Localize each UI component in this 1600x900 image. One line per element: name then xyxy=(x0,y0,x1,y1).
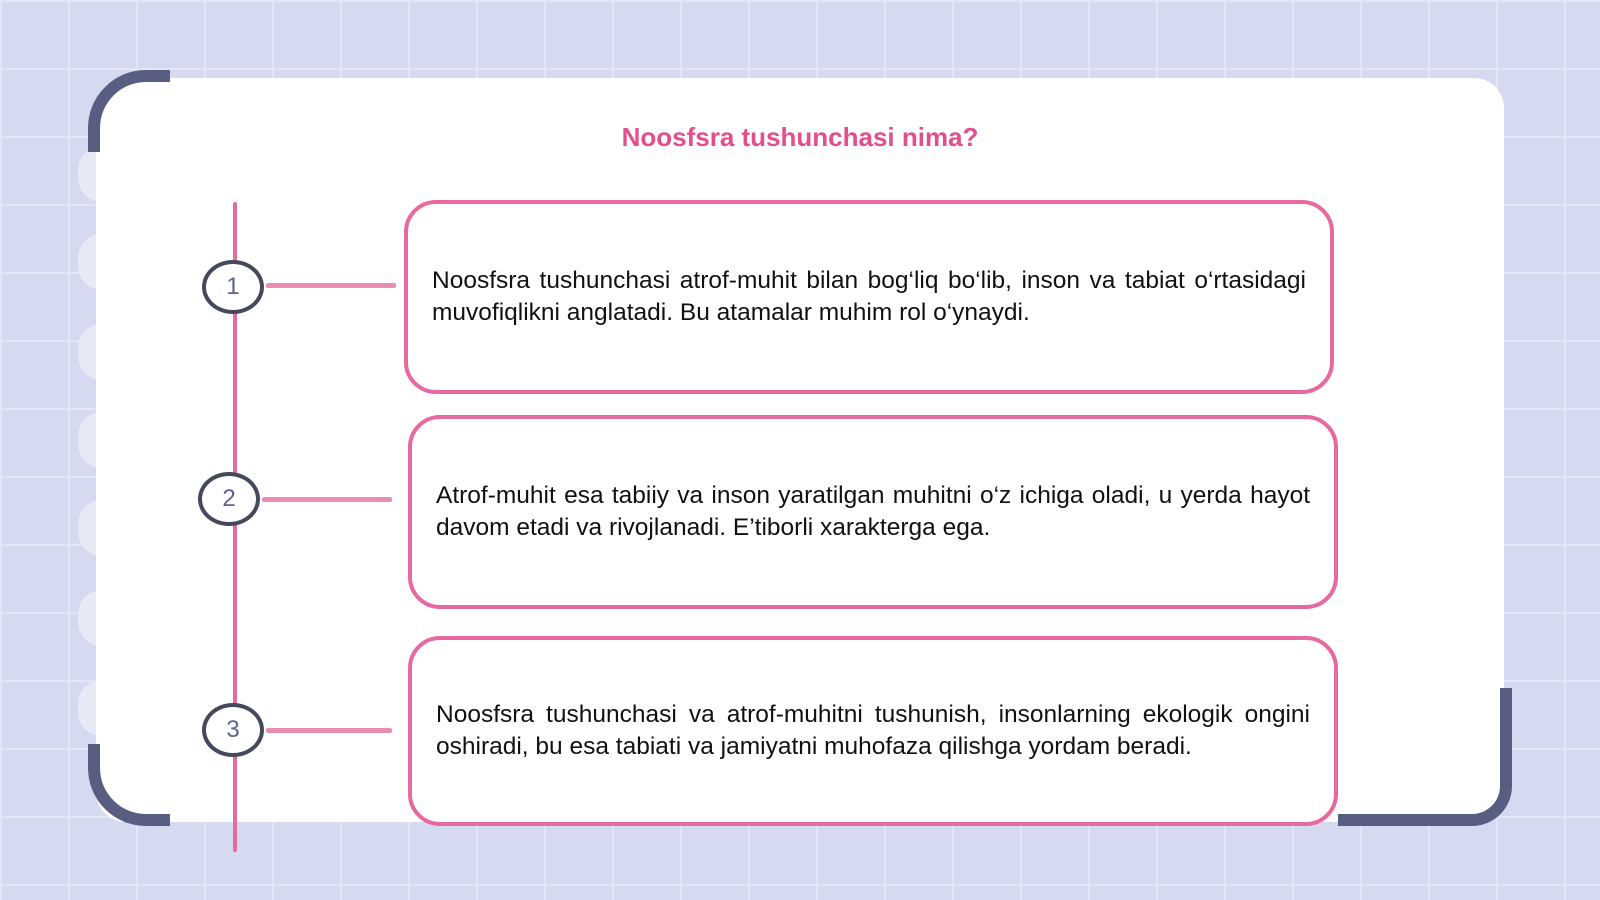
step-1-number-circle xyxy=(202,260,264,314)
step-1-connector xyxy=(266,283,396,288)
step-3-box xyxy=(408,636,1338,826)
step-2-connector xyxy=(262,497,392,502)
frame-corner-bottom-left xyxy=(88,744,170,826)
step-1-text: Noosfsra tushunchasi atrof-muhit bilan bog‘liq bo‘lib, inson va tabiat o‘rtasidagi muvofiqlikni anglatadi. Bu atamalar muhim rol o‘ynaydi. xyxy=(432,267,1306,326)
step-1-number: 1 xyxy=(226,273,240,300)
step-2-box xyxy=(408,415,1338,609)
step-3-number: 3 xyxy=(226,716,240,743)
step-2-number-circle xyxy=(198,472,260,526)
step-2-number: 2 xyxy=(222,485,236,512)
frame-corner-top-left xyxy=(88,70,170,152)
step-3-connector xyxy=(266,728,392,733)
step-2-text: Atrof-muhit esa tabiiy va inson yaratilgan muhitni o‘z ichiga oladi, u yerda hayot davom etadi va rivojlanadi. E’tiborli xarakterga ega. xyxy=(436,482,1310,541)
slide-title: Noosfsra tushunchasi nima? xyxy=(621,122,979,152)
step-3-text: Noosfsra tushunchasi va atrof-muhitni tushunish, insonlarning ekologik ongini oshiradi, bu esa tabiati va jamiyatni muhofaza qilishga yordam beradi. xyxy=(436,701,1310,760)
step-3-number-circle xyxy=(202,703,264,757)
step-1-box xyxy=(404,200,1334,394)
frame-corner-bottom-right xyxy=(1338,688,1512,826)
